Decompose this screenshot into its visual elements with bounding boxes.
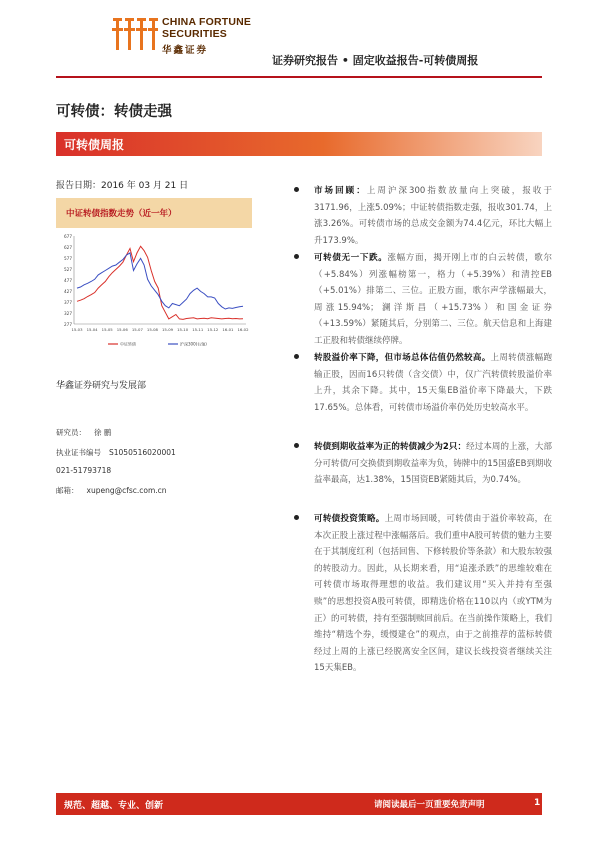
- bullet-dot-icon: [294, 354, 299, 359]
- license-number: S1050516020001: [109, 448, 176, 457]
- report-date: 报告日期：2016 年 03 月 21 日: [56, 181, 189, 191]
- y-tick-label: 477: [64, 278, 72, 283]
- bullet-ytm: [300, 439, 552, 489]
- footer-slogan: 规范、超越、专业、创新: [64, 801, 164, 811]
- bullet-strategy: [300, 511, 552, 677]
- bullet-head: 转债到期收益率为正的转债减少为2只：: [314, 442, 467, 452]
- y-tick-label: 427: [64, 289, 72, 294]
- x-tick-label: 15-04: [86, 327, 98, 332]
- section-band: [56, 132, 542, 156]
- report-type-header: 证券研究报告 • 固定收益报告-可转债周报: [272, 54, 479, 67]
- bullet-no-decline: [300, 250, 552, 350]
- bullet-body: 经过本周的上涨，大部分可转债/可交换债到期收益率为负，铸牌中的15国盛EB到期收益率最高，达1.38%，15国资EB紧随其后，为0.74%。: [314, 442, 552, 486]
- y-tick-label: 577: [64, 256, 72, 261]
- x-tick-label: 15-10: [177, 327, 189, 332]
- y-tick-label: 677: [64, 234, 72, 239]
- logo-text-en-1: CHINA FORTUNE: [162, 16, 252, 28]
- bullet-dot-icon: [294, 515, 299, 520]
- bullet-dot-icon: [294, 187, 299, 192]
- research-org: 华鑫证券研究与发展部: [56, 381, 147, 391]
- bullet-market-review: [300, 183, 552, 249]
- analyst-label: 研究员：: [56, 428, 86, 437]
- footer-disclaimer: 请阅读最后一页重要免责声明: [374, 800, 485, 810]
- bullet-dot-icon: [294, 254, 299, 259]
- x-tick-label: 15-12: [207, 327, 219, 332]
- analyst-line: [56, 427, 111, 438]
- bullet-body: 上周转债涨幅跑输正股，因而16只转债（含交债）中，仅广汽转债转股溢价率上升，其余下降。其中，15天集EB溢价率下降最大，下跌17.65%。总体看，可转债市场溢价率仍处历史较高水平。: [314, 353, 552, 413]
- page-footer: [56, 793, 542, 815]
- x-tick-label: 15-09: [162, 327, 174, 332]
- y-tick-label: 627: [64, 245, 72, 250]
- x-tick-label: 15-08: [146, 327, 158, 332]
- bullet-body: 涨幅方面，揭开刚上市的白云转债，歌尔（+5.84%）列涨幅榜第一，格力（+5.39%）和清控EB（+5.01%）排第二、三位。正股方面，歌尔声学涨幅最大，周涨15.94%；澜洋斯昌（+15.73%）和国金证券（+13.59%）紧随其后，分别第二、三位。航天信息和上海建工正股和转债继续停牌。: [314, 253, 552, 346]
- index-chart: [56, 198, 252, 363]
- analyst-name: 徐 鹏: [94, 428, 112, 437]
- x-tick-label: 15-03: [71, 327, 83, 332]
- company-logo: [112, 14, 282, 58]
- license-line: [56, 447, 176, 458]
- chart-header: [56, 198, 252, 228]
- x-tick-label: 16-02: [237, 327, 249, 332]
- page-title: 可转债：转债走强: [56, 104, 172, 120]
- logo-text-en-2: SECURITIES: [162, 28, 228, 40]
- bullet-body: 上周市场回暖，可转债由于溢价率较高，在本次正股上涨过程中涨幅落后。我们重申A股可转债的魅力主要在于其制度红利（包括回售、下修转股价等条款）和大股东较强的转股动力。因此，从长期来看，用“追涨杀跌”的思维较难在可转债市场取得理想的收益。我们建议用“买入并持有至强赎”的思想投资A股可转债，即精选价格在110以内（或YTM为正）的可转债，持有至强制赎回前后。在当前操作策略上，我们维持“精选个券，缓慢建仓”的观点，由于之前推荐的蓝标转债经过上周的上涨已经脱离安全区间，建议长线投资者继续关注15天集EB。: [314, 514, 553, 674]
- license-label: 执业证书编号: [56, 448, 101, 457]
- bullet-dot-icon: [294, 443, 299, 448]
- y-tick-label: 527: [64, 267, 72, 272]
- x-tick-label: 15-05: [101, 327, 113, 332]
- x-tick-label: 16-01: [222, 327, 234, 332]
- section-band-label: 可转债周报: [64, 138, 125, 152]
- email-address[interactable]: xupeng@cfsc.com.cn: [86, 486, 167, 495]
- y-tick-label: 377: [64, 300, 72, 305]
- bullet-body: 上周沪深300指数放量向上突破，报收于3171.96，上涨5.09%；中证转债指数走强，报收301.74，上涨3.26%。可转债市场的总成交金额为74.4亿元，环比大幅上升173.9%。: [314, 186, 552, 246]
- series-line-1: [77, 253, 243, 309]
- bullet-head: 可转债投资策略。: [314, 514, 385, 524]
- logo-text-cn: 华鑫证券: [162, 45, 209, 56]
- phone-line: [56, 466, 111, 475]
- legend-label: 中证转债: [120, 341, 136, 347]
- bullet-head: 转股溢价率下降，但市场总体估值仍然较高。: [314, 353, 491, 363]
- y-tick-label: 277: [64, 322, 72, 327]
- phone-number: 021-51793718: [56, 466, 112, 475]
- email-line: [56, 485, 167, 496]
- header-divider: [56, 76, 542, 78]
- email-label: 邮箱：: [56, 486, 79, 495]
- series-line-0: [77, 246, 243, 319]
- chart-plot: [56, 228, 252, 363]
- bullet-premium: [300, 350, 552, 416]
- x-tick-label: 15-06: [116, 327, 128, 332]
- bullet-head: 市场回顾：: [314, 186, 367, 196]
- legend-label: 沪深300(右轴): [180, 341, 207, 347]
- x-tick-label: 15-07: [131, 327, 143, 332]
- chart-title: 中证转债指数走势（近一年）: [66, 209, 177, 219]
- logo-mark-icon: [112, 14, 158, 54]
- y-tick-label: 327: [64, 311, 72, 316]
- bullet-head: 可转债无一下跌。: [314, 253, 388, 263]
- page-number: 1: [534, 798, 541, 808]
- x-tick-label: 15-11: [192, 327, 204, 332]
